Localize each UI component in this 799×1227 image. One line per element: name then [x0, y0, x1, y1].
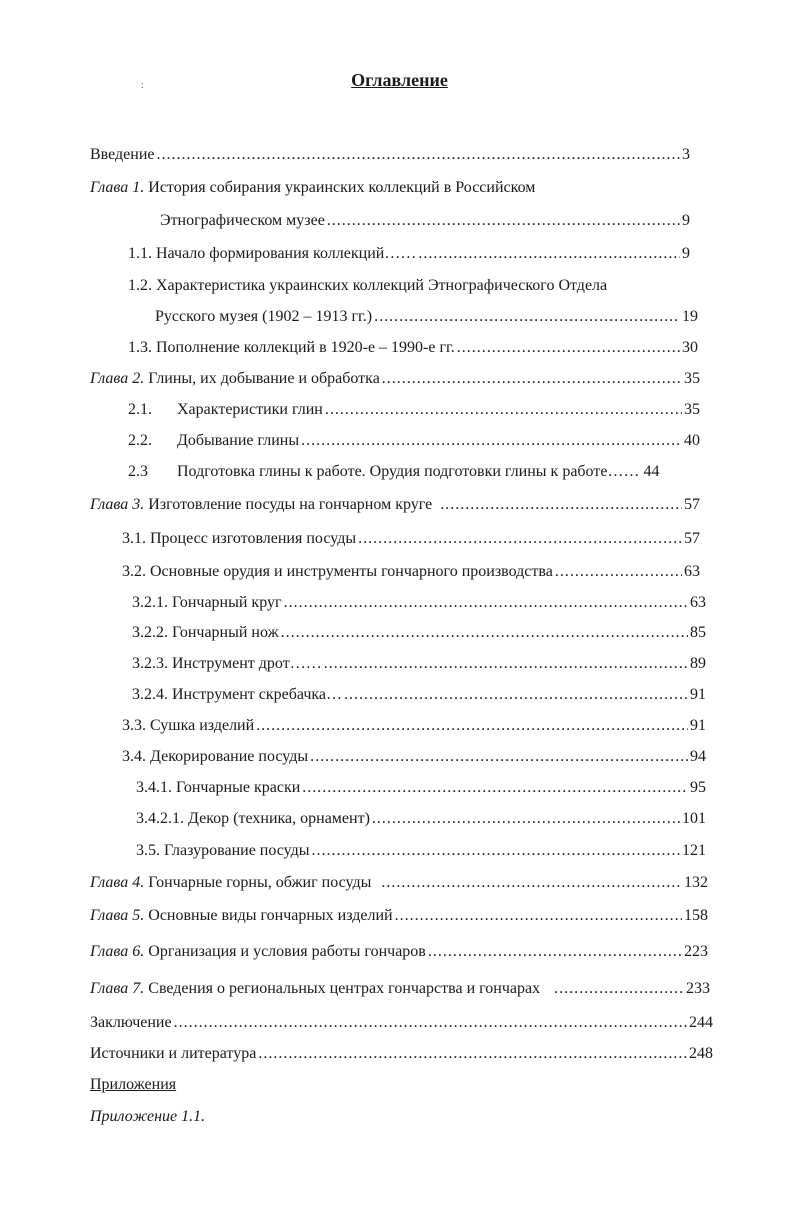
- toc-entry-3-3[interactable]: [122, 716, 706, 736]
- toc-entry-1-2-line1[interactable]: [128, 276, 607, 296]
- toc-label: [90, 942, 426, 962]
- toc-page: 94: [690, 748, 706, 765]
- leader-dots: [372, 809, 680, 829]
- toc-label-text: Сведения о региональных центрах гончарства и гончарах: [148, 980, 541, 997]
- leader-dots: [174, 1013, 687, 1033]
- leader-dots: [395, 906, 682, 926]
- toc-label: 3.4.1. Гончарные краски: [136, 779, 301, 796]
- toc-label-text: Изготовление посуды на гончарном круге: [148, 496, 433, 513]
- toc-entry-ch4[interactable]: [90, 873, 708, 893]
- toc-entry-ch7[interactable]: [90, 979, 710, 999]
- toc-label-text: Гончарные горны, обжиг посуды: [148, 874, 372, 891]
- toc-page: 63: [684, 563, 700, 580]
- toc-label: [90, 369, 380, 389]
- leader-dots: [302, 778, 688, 798]
- toc-entry-1-2-line2[interactable]: [155, 307, 698, 327]
- toc-page: 91: [690, 717, 706, 734]
- page-title: Оглавление: [351, 70, 448, 90]
- toc-label: 3.5. Глазурование посуды: [136, 842, 310, 859]
- toc-label: [128, 462, 639, 482]
- toc-entry-appendices[interactable]: Приложения: [90, 1076, 177, 1093]
- toc-label: 1.3. Пополнение коллекций в 1920-е – 1990-е гг.: [128, 339, 455, 356]
- toc-label: Источники и литература: [90, 1045, 257, 1062]
- toc-label: 3.1. Процесс изготовления посуды: [122, 530, 357, 547]
- toc-label-text: Глины, их добывание и обработка: [148, 370, 380, 387]
- toc-page: 95: [690, 779, 706, 796]
- toc-entry-3-2[interactable]: [122, 562, 700, 582]
- toc-page: 233: [686, 980, 710, 997]
- leader-dots: [281, 623, 688, 643]
- toc-label-text: Добывание глины: [177, 432, 300, 449]
- toc-page: 9: [682, 212, 690, 229]
- margin-mark: :: [141, 80, 144, 91]
- section-number: 2.2.: [128, 432, 152, 449]
- toc-label: Заключение: [90, 1014, 172, 1031]
- toc-page: 89: [690, 655, 706, 672]
- leader-dots: [418, 244, 680, 264]
- chapter-prefix: Глава 2.: [90, 370, 145, 387]
- toc-page: 248: [689, 1045, 713, 1062]
- leader-dots: [312, 841, 680, 861]
- toc-label: Этнографическом музее: [160, 212, 325, 229]
- toc-page: 101: [682, 810, 706, 827]
- leader-dots: [325, 400, 682, 420]
- toc-label: 1.2. Характеристика украинских коллекций Этнографического Отдела: [128, 277, 608, 294]
- toc-entry-3-1[interactable]: [122, 529, 700, 549]
- toc-label: 3.3. Сушка изделий: [122, 717, 255, 734]
- toc-page: 63: [690, 594, 706, 611]
- leader-dots: [374, 307, 680, 327]
- leader-dots: [324, 654, 688, 674]
- toc-label: 3.2.3. Инструмент дрот……: [132, 655, 322, 672]
- toc-label: 3.2.4. Инструмент скребачка…: [132, 686, 343, 703]
- section-number: 2.1.: [128, 401, 152, 418]
- toc-page: 244: [689, 1014, 713, 1031]
- toc-label: [90, 873, 371, 893]
- toc-label: 3.2. Основные орудия и инструменты гончарного производства: [122, 563, 553, 580]
- leader-dots: [157, 145, 681, 165]
- leader-dots: [554, 979, 684, 999]
- toc-page: 85: [690, 624, 706, 641]
- chapter-prefix: Глава 3.: [90, 496, 145, 513]
- leader-dots: [256, 716, 688, 736]
- leader-dots: [381, 873, 682, 893]
- toc-page: 158: [684, 907, 708, 924]
- toc-entry-ch2[interactable]: [90, 369, 700, 389]
- toc-page: 3: [682, 146, 690, 163]
- toc-entry-ch1-line1[interactable]: [90, 178, 535, 198]
- toc-label: Русского музея (1902 – 1913 гг.): [155, 308, 373, 325]
- chapter-prefix: Глава 4.: [90, 874, 145, 891]
- toc-entry-appendix-1-1[interactable]: Приложение 1.1.: [90, 1108, 206, 1125]
- toc-label: [128, 431, 299, 451]
- toc-label: Введение: [90, 146, 155, 163]
- toc-page: 57: [684, 530, 700, 547]
- toc-page: 223: [684, 943, 708, 960]
- toc-page: 35: [684, 401, 700, 418]
- toc-page: 30: [682, 339, 698, 356]
- toc-entry-sources[interactable]: [90, 1044, 713, 1064]
- toc-page: 44: [643, 463, 660, 480]
- toc-page: 19: [682, 308, 698, 325]
- toc-entry-conclusion[interactable]: [90, 1013, 713, 1033]
- toc-label-text: Основные виды гончарных изделий: [148, 907, 393, 924]
- toc-page: 40: [684, 432, 700, 449]
- toc-page: 57: [684, 496, 700, 513]
- chapter-prefix: Глава 5.: [90, 907, 145, 924]
- toc-label: [90, 979, 540, 999]
- toc-entry-1-3[interactable]: [128, 338, 698, 358]
- leader-dots: [327, 211, 680, 231]
- leader-dots: [428, 942, 682, 962]
- leader-dots: [284, 593, 688, 613]
- toc-entry-2-3[interactable]: [128, 462, 700, 482]
- toc-entry-ch5[interactable]: [90, 906, 708, 926]
- toc-entry-2-1[interactable]: [128, 400, 700, 420]
- toc-label: История собирания украинских коллекций в Российском: [148, 179, 536, 196]
- toc-entry-ch6[interactable]: [90, 942, 708, 962]
- chapter-prefix: Глава 1.: [90, 179, 145, 196]
- leader-dots: [310, 747, 688, 767]
- toc-entry-3-4-2-1[interactable]: [136, 809, 706, 829]
- toc-entry-3-4-1[interactable]: [136, 778, 706, 798]
- toc-label: 3.2.2. Гончарный нож: [132, 624, 279, 641]
- toc-label-text: Организация и условия работы гончаров: [148, 943, 426, 960]
- toc-entry-intro[interactable]: [90, 145, 690, 165]
- toc-label: 3.2.1. Гончарный круг: [132, 594, 282, 611]
- leader-dots: [344, 685, 688, 705]
- toc-entry-2-2[interactable]: [128, 431, 700, 451]
- chapter-prefix: Глава 7.: [90, 980, 145, 997]
- section-number: 2.3: [128, 463, 148, 480]
- toc-page: 91: [690, 686, 706, 703]
- leader-dots: [555, 562, 682, 582]
- toc-entry-ch3[interactable]: [90, 495, 700, 515]
- toc-entry-1-1[interactable]: [128, 244, 690, 264]
- leader-dots: [301, 431, 682, 451]
- toc-page: 132: [684, 874, 708, 891]
- toc-label: [128, 400, 323, 420]
- toc-entry-3-2-2[interactable]: [132, 623, 706, 643]
- toc-page: 121: [682, 842, 706, 859]
- toc-label: [90, 906, 393, 926]
- chapter-prefix: Глава 6.: [90, 943, 145, 960]
- toc-label: [90, 495, 432, 515]
- leader-dots: [358, 529, 682, 549]
- toc-entry-3-5[interactable]: [136, 841, 706, 861]
- toc-entry-ch1-line2[interactable]: [160, 211, 690, 231]
- toc-label-text: Характеристики глин: [177, 401, 323, 418]
- toc-entry-3-2-4[interactable]: [132, 685, 706, 705]
- toc-label: 3.4.2.1. Декор (техника, орнамент): [136, 810, 370, 827]
- leader-dots: [382, 369, 682, 389]
- leader-dots: [440, 495, 682, 515]
- toc-entry-3-4[interactable]: [122, 747, 706, 767]
- toc-label: 3.4. Декорирование посуды: [122, 748, 309, 765]
- leader-dots: [457, 338, 680, 358]
- toc-page: 9: [682, 245, 690, 262]
- toc-entry-3-2-1[interactable]: [132, 593, 706, 613]
- leader-dots: [258, 1044, 687, 1064]
- toc-label: 1.1. Начало формирования коллекций……: [128, 245, 417, 262]
- toc-page: 35: [684, 370, 700, 387]
- toc-label-text: Подготовка глины к работе. Орудия подготовки глины к работе……: [177, 463, 640, 480]
- toc-entry-3-2-3[interactable]: [132, 654, 706, 674]
